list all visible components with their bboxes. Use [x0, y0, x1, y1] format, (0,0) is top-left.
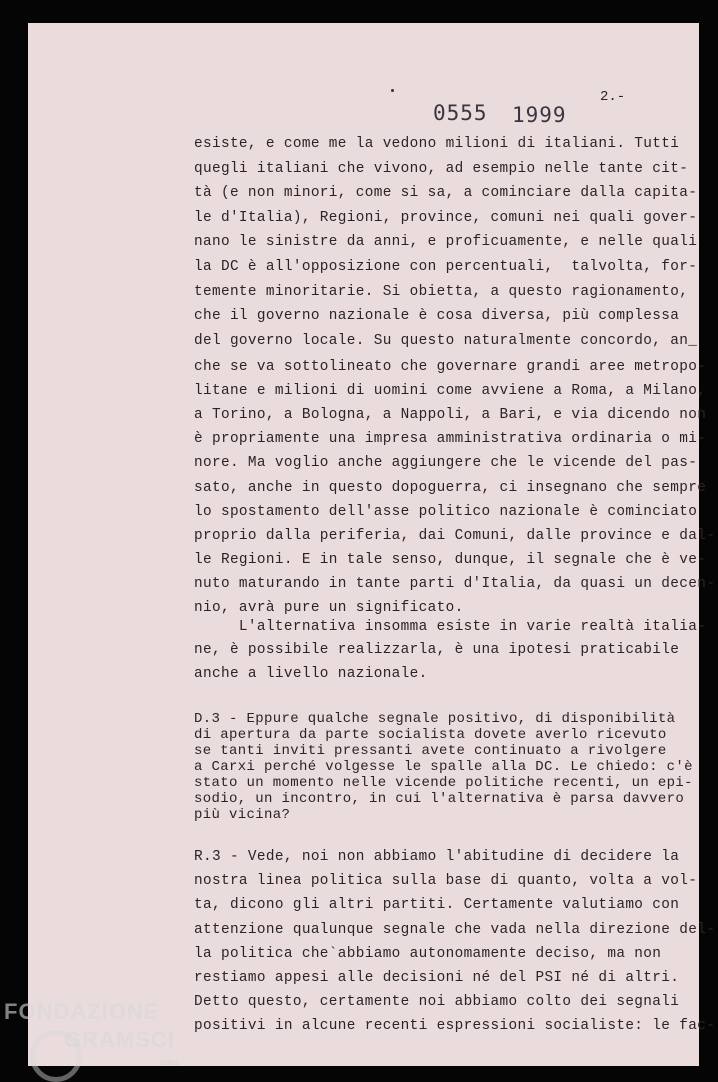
text-line: più vicina? [194, 807, 291, 823]
text-line: nuto maturando in tante parti d'Italia, da quasi un decen- [194, 575, 716, 592]
ink-dot [391, 89, 394, 92]
text-line: di apertura da parte socialista dovete averlo ricevuto [194, 727, 667, 743]
text-line: che il governo nazionale è cosa diversa, più complessa [194, 308, 680, 325]
text-line: nano le sinistre da anni, e proficuamente, e nelle quali [194, 234, 698, 251]
text-line: lo spostamento dell'asse politico nazionale è cominciato [194, 503, 698, 520]
text-line: tà (e non minori, come si sa, a cominciare dalla capita- [194, 185, 698, 202]
text-line: esiste, e come me la vedono milioni di italiani. Tutti [194, 136, 680, 152]
text-line: nore. Ma voglio anche aggiungere che le vicende del pas- [194, 455, 698, 472]
text-line: la DC è all'opposizione con percentuali, talvolta, for- [194, 259, 698, 275]
text-line: che se va sottolineato che governare grandi aree metropo- [194, 359, 707, 375]
text-line: quegli italiani che vivono, ad esempio nelle tante cit- [194, 160, 689, 177]
text-line: le d'Italia), Regioni, province, comuni nei quali gover- [194, 209, 698, 226]
text-line: D.3 - Eppure qualche segnale positivo, di disponibilità [194, 711, 676, 727]
watermark [4, 998, 175, 1054]
text-line: restiamo appesi alle decisioni né del PSI né di altri. [194, 970, 680, 986]
watermark-line1: FONDAZIONE [4, 999, 160, 1024]
text-line: ta, dicono gli altri partiti. Certamente valutiamo con [194, 897, 680, 914]
text-line: Detto questo, certamente noi abbiamo colto dei segnali [194, 994, 680, 1011]
text-line: le Regioni. E in tale senso, dunque, il segnale che è ve- [194, 551, 707, 568]
text-line: L'alternativa insomma esiste in varie realtà italia- [194, 619, 707, 635]
archive-stamp-year: 1999 [512, 103, 567, 127]
text-line: proprio dalla periferia, dai Comuni, dalle province e dal- [194, 527, 716, 544]
text-line: la politica che`abbiamo autonomamente deciso, ma non [194, 945, 662, 962]
watermark-line2: GRAMSCI [64, 1027, 175, 1052]
text-line: a Torino, a Bologna, a Nappoli, a Bari, e via dicendo non [194, 407, 707, 424]
text-line: a Carxi perché volgesse le spalle alla DC. Le chiedo: c'è [194, 759, 693, 775]
text-line: temente minoritarie. Si obietta, a questo ragionamento, [194, 283, 689, 300]
page-number: 2.- [600, 89, 626, 105]
text-line: positivi in alcune recenti espressioni socialiste: le fac- [194, 1018, 716, 1035]
text-line: nio, avrà pure un significato. [194, 600, 464, 616]
watermark-sub: onlus [160, 1058, 180, 1067]
text-line: litane e milioni di uomini come avviene a Roma, a Milano, [194, 383, 707, 400]
text-line: sato, anche in questo dopoguerra, ci insegnano che sempre [194, 479, 707, 496]
text-line: anche a livello nazionale. [194, 666, 428, 682]
text-line: è propriamente una impresa amministrativa ordinaria o mi- [194, 431, 707, 448]
text-line: attenzione qualunque segnale che vada nella direzione del- [194, 921, 716, 938]
document-page [28, 23, 716, 1066]
text-line: R.3 - Vede, noi non abbiamo l'abitudine di decidere la [194, 849, 680, 865]
text-line: se tanti inviti pressanti avete continuato a rivolgere [194, 743, 667, 759]
text-line: ne, è possibile realizzarla, è una ipotesi praticabile [194, 642, 680, 658]
archive-stamp-number: 0555 [433, 101, 488, 125]
text-line: del governo locale. Su questo naturalmente concordo, an_ [194, 332, 698, 349]
text-line: nostra linea politica sulla base di quanto, volta a vol- [194, 873, 698, 890]
text-line: sodio, un incontro, in cui l'alternativa è parsa davvero [194, 791, 685, 807]
text-line: stato un momento nelle vicende politiche recenti, un epi- [194, 775, 693, 791]
